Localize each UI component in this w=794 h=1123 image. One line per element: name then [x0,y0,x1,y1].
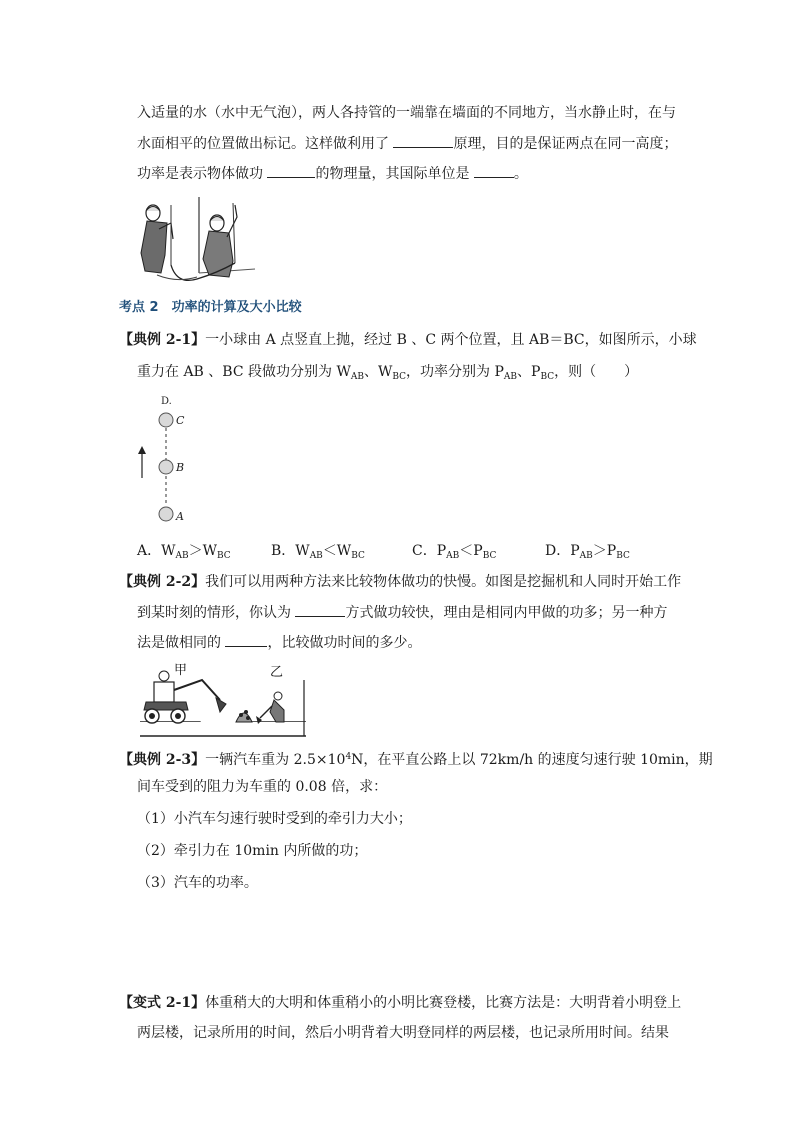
text-line [119,747,713,770]
text-line [137,133,677,154]
text-line [119,572,681,592]
text: 入适量的水（水中无气泡），两人各持管的一端靠在墙面的不同地方，当水静止时，在与 [137,105,676,121]
subscript: AB [503,372,518,382]
text: （1）小汽车匀速行驶时受到的牵引力大小； [137,811,412,827]
text: 。 [513,166,528,182]
question-1 [137,809,412,829]
superscript: 4 [345,752,352,762]
subscript: AB [446,551,460,561]
subscript: AB [175,551,189,561]
text: （3）汽车的功率。 [137,875,258,891]
subscript: BC [616,551,630,561]
text-line [137,632,421,653]
text: 我们可以用两种方法来比较物体做功的快慢。如图是挖掘机和人同时开始工作 [205,574,682,590]
text: 的物理量，其国际单位是 [315,166,470,182]
hose-level-figure [137,193,257,285]
subscript: AB [309,551,323,561]
answer-blank[interactable] [474,163,514,178]
answer-blank[interactable] [225,632,267,647]
label-jia: 甲 [174,663,188,678]
text: 重力在 AB 、BC 段做功分别为 W [137,364,351,380]
text: ＜P [459,543,483,559]
subscript: BC [482,551,497,561]
text: 一小球由 A 点竖直上抛，经过 B 、C 两个位置，且 AB＝BC，如图所示，小球 [205,332,697,348]
text: 体重稍大的大明和体重稍小的小明比赛登楼，比赛方法是：大明背着小明登上 [205,995,682,1011]
subscript: BC [392,372,407,382]
option-d[interactable] [545,541,630,566]
text-line [137,777,387,797]
subscript: AB [350,372,364,382]
text-line [137,103,676,123]
variant-tag: 【变式 2-1】 [119,995,206,1011]
answer-blank[interactable] [295,602,345,617]
text: 功率是表示物体做功 [137,166,263,182]
text: N，在平直公路上以 72km/h 的速度匀速行驶 10min，期 [351,752,713,768]
example-tag: 【典例 2-2】 [119,574,206,590]
text: ，功率分别为 P [406,364,504,380]
example-tag: 【典例 2-3】 [119,752,206,768]
subscript: AB [579,551,593,561]
text: 方式做功较快，理由是相同内甲做的功多；另一种方 [345,605,668,621]
text-line [137,163,528,184]
text: ＞P [592,543,617,559]
subscript: BC [540,372,555,382]
text: ＜W [322,543,352,559]
option-b[interactable] [271,541,365,566]
text-line [137,1023,669,1043]
text: 两层楼，记录所用的时间，然后小明背着大明登同样的两层楼，也记录所用时间。结果 [137,1025,669,1041]
answer-blank[interactable] [393,133,453,148]
answer-blank[interactable] [267,163,315,178]
text: 间车受到的阻力为车重的 0.08 倍，求： [137,779,388,795]
text: B．W [271,543,310,559]
text-line [137,362,638,387]
text: D．P [545,543,580,559]
label-yi: 乙 [270,665,284,680]
text: ，则（ ） [554,364,639,380]
text: ，比较做功时间的多少。 [267,635,422,651]
section-heading: 考点 2 功率的计算及大小比较 [119,300,302,315]
option-c[interactable] [412,541,496,566]
text: 水面相平的位置做出标记。这样做利用了 [137,136,389,152]
text: 原理，目的是保证两点在同一高度； [453,136,678,152]
text-line [119,330,697,350]
text: ＞W [188,543,218,559]
text-line [137,602,667,623]
label-c: C [176,414,185,427]
text: 、P [517,364,541,380]
question-3 [137,873,258,893]
label-b: B [176,461,185,474]
excavator-worker-figure [140,660,306,738]
text: A．W [137,543,176,559]
text: C．P [412,543,447,559]
text: 法是做相同的 [137,635,221,651]
subscript: BC [217,551,231,561]
ball-positions-figure [130,394,200,528]
text: 到某时刻的情形，你认为 [137,605,291,621]
example-tag: 【典例 2-1】 [119,332,206,348]
text: （2）牵引力在 10min 内所做的功； [137,843,368,859]
label-d: D. [161,396,172,407]
text: 一辆汽车重为 2.5×10 [205,752,346,768]
text: 、W [363,364,393,380]
option-a[interactable] [137,541,231,566]
text-line [119,993,681,1013]
label-a: A [176,510,184,523]
question-2 [137,841,367,861]
subscript: BC [351,551,365,561]
